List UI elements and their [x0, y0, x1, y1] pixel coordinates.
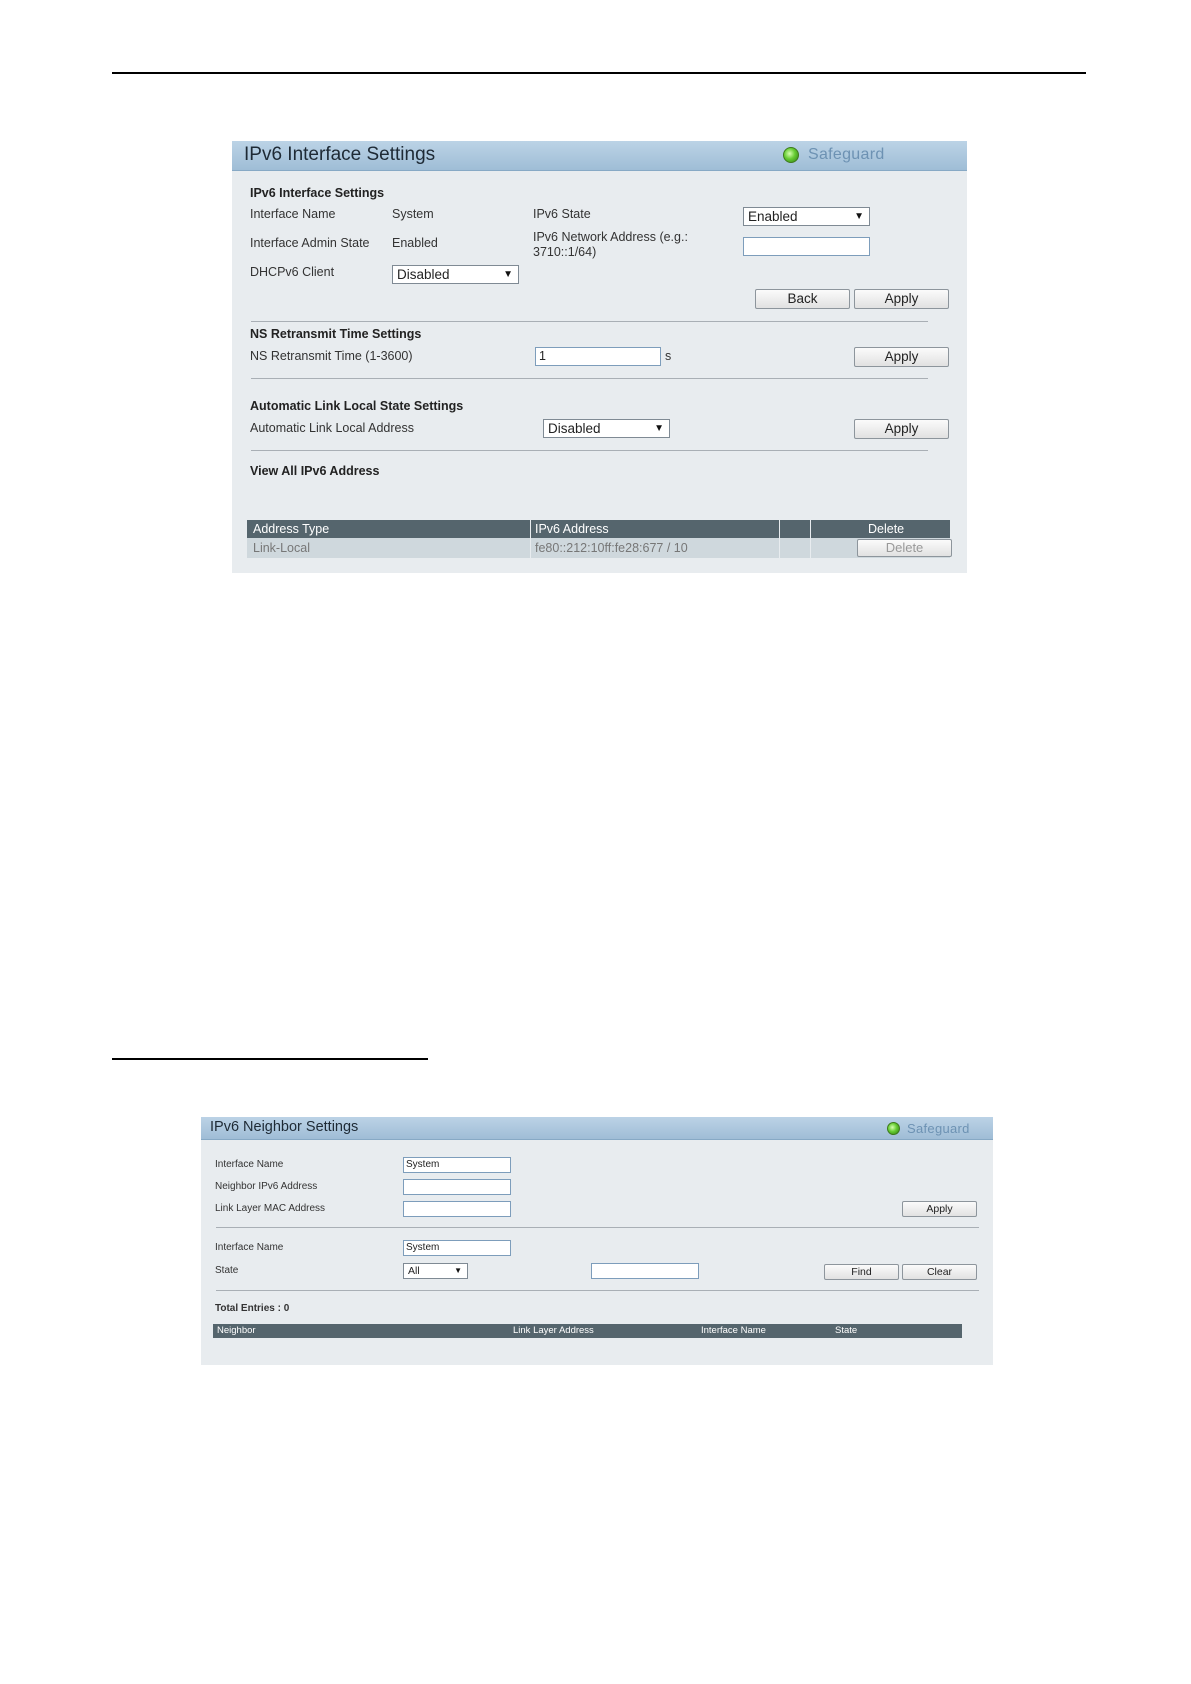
link-local-selected: Disabled: [548, 421, 601, 436]
section-underline: [112, 1058, 428, 1060]
dhcpv6-client-selected: Disabled: [397, 267, 450, 282]
state-label: State: [215, 1265, 239, 1276]
total-entries: Total Entries : 0: [215, 1303, 290, 1314]
panel-title: IPv6 Neighbor Settings: [210, 1119, 359, 1135]
column-separator: [810, 520, 811, 558]
filter-interface-name-input[interactable]: System: [403, 1240, 511, 1256]
link-local-label: Automatic Link Local Address: [250, 421, 414, 435]
column-ipv6-address: IPv6 Address: [535, 522, 609, 536]
address-table-header: [247, 520, 950, 538]
status-light-icon: [887, 1122, 900, 1135]
link-local-select[interactable]: [543, 419, 670, 438]
page-header-rule: [112, 72, 1086, 74]
ns-retransmit-label: NS Retransmit Time (1-3600): [250, 349, 413, 363]
safeguard-label: Safeguard: [808, 146, 885, 163]
table-row: [247, 538, 950, 558]
network-address-label-line1: IPv6 Network Address (e.g.:: [533, 230, 688, 244]
safeguard-indicator: [887, 1121, 970, 1136]
clear-button[interactable]: Clear: [902, 1264, 977, 1280]
column-state: State: [835, 1325, 858, 1336]
interface-name-input[interactable]: System: [403, 1157, 511, 1173]
ipv6-state-label: IPv6 State: [533, 207, 591, 221]
divider: [251, 321, 928, 322]
section-heading-interface: IPv6 Interface Settings: [250, 186, 385, 200]
dropdown-arrow-icon: ▼: [854, 211, 864, 222]
find-button[interactable]: Find: [824, 1264, 899, 1280]
interface-name-label: Interface Name: [215, 1159, 284, 1170]
section-heading-ns-retransmit: NS Retransmit Time Settings: [250, 327, 422, 341]
mac-address-label: Link Layer MAC Address: [215, 1203, 326, 1214]
ipv6-state-selected: Enabled: [748, 209, 798, 224]
panel-header: [232, 141, 967, 171]
divider: [216, 1227, 979, 1228]
ns-retransmit-apply-button[interactable]: Apply: [854, 347, 949, 367]
dropdown-arrow-icon: ▼: [654, 423, 664, 434]
neighbor-address-label: Neighbor IPv6 Address: [215, 1181, 318, 1192]
dhcpv6-client-select[interactable]: [392, 265, 519, 284]
ipv6-address-cell: fe80::212:10ff:fe28:677 / 10: [535, 541, 688, 555]
ipv6-interface-settings-panel: [232, 141, 967, 573]
state-selected: All: [408, 1265, 420, 1277]
dropdown-arrow-icon: ▼: [454, 1266, 462, 1275]
divider: [251, 450, 928, 451]
status-light-icon: [783, 147, 799, 163]
filter-interface-name-label: Interface Name: [215, 1242, 284, 1253]
column-neighbor: Neighbor: [217, 1325, 256, 1336]
interface-name-label: Interface Name: [250, 207, 336, 221]
column-interface-name: Interface Name: [701, 1325, 766, 1336]
safeguard-label: Safeguard: [907, 1121, 970, 1136]
dhcpv6-client-label: DHCPv6 Client: [250, 265, 335, 279]
ipv6-neighbor-settings-panel: [201, 1117, 993, 1365]
section-heading-link-local: Automatic Link Local State Settings: [250, 399, 464, 413]
admin-state-value: Enabled: [392, 236, 438, 250]
mac-address-input[interactable]: [403, 1201, 511, 1217]
ipv6-state-select[interactable]: [743, 207, 870, 226]
panel-title: IPv6 Interface Settings: [244, 144, 436, 165]
column-delete: Delete: [868, 522, 905, 536]
link-local-apply-button[interactable]: Apply: [854, 419, 949, 439]
admin-state-label: Interface Admin State: [250, 236, 370, 250]
divider: [251, 378, 928, 379]
column-address-type: Address Type: [253, 522, 330, 536]
ns-retransmit-input[interactable]: 1: [535, 347, 661, 366]
column-separator: [530, 520, 531, 558]
interface-name-value: System: [392, 207, 434, 221]
neighbor-table-header: [213, 1324, 962, 1338]
network-address-input[interactable]: [743, 237, 870, 256]
back-button[interactable]: Back: [755, 289, 850, 309]
network-address-label-line2: 3710::1/64): [533, 245, 597, 259]
address-type-cell: Link-Local: [253, 541, 310, 555]
neighbor-apply-button[interactable]: Apply: [902, 1201, 977, 1217]
column-link-layer-address: Link Layer Address: [513, 1325, 594, 1336]
column-separator: [779, 520, 780, 558]
delete-button[interactable]: Delete: [857, 539, 952, 557]
state-search-input[interactable]: [591, 1263, 699, 1279]
panel-header: [201, 1117, 993, 1140]
neighbor-address-input[interactable]: [403, 1179, 511, 1195]
ns-retransmit-unit: s: [665, 349, 672, 363]
safeguard-indicator: [783, 146, 885, 164]
divider: [216, 1290, 979, 1291]
dropdown-arrow-icon: ▼: [503, 269, 513, 280]
state-select[interactable]: [403, 1263, 468, 1279]
interface-apply-button[interactable]: Apply: [854, 289, 949, 309]
section-heading-view-all: View All IPv6 Address: [250, 464, 380, 478]
